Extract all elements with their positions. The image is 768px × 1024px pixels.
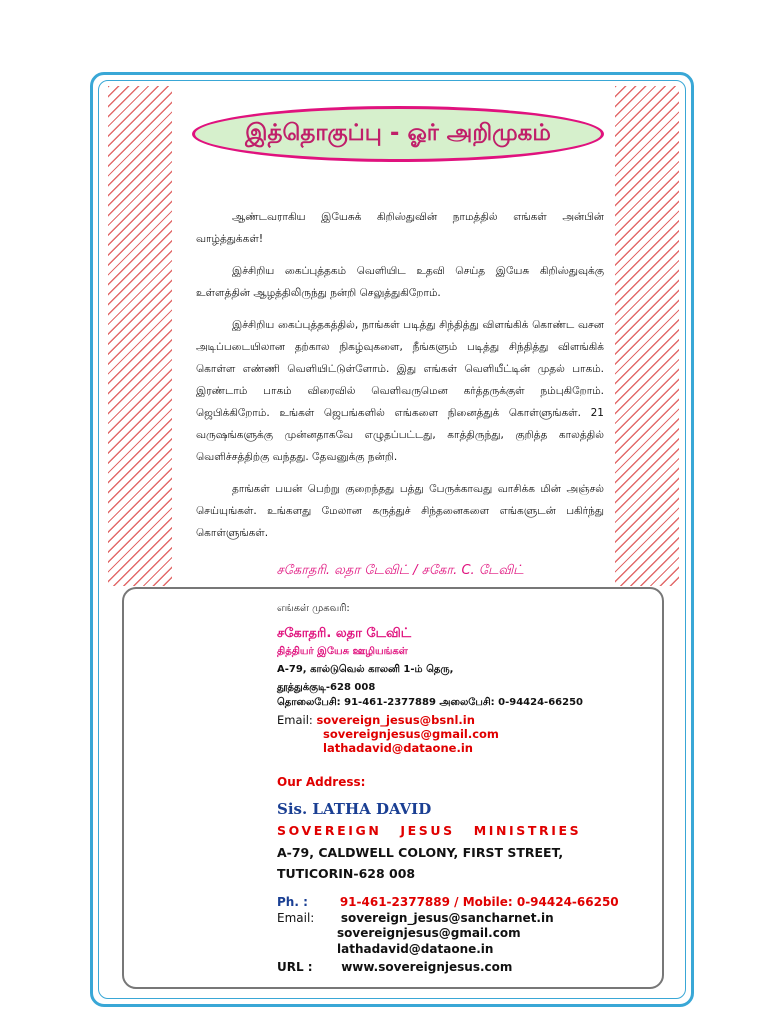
website-link[interactable]: www.sovereignjesus.com xyxy=(341,960,513,974)
tamil-address-label: எங்கள் முகவரி: xyxy=(277,603,350,614)
intro-body xyxy=(196,206,604,554)
english-address-heading: Our Address: xyxy=(277,775,366,789)
paragraph-greeting: ஆண்டவராகிய இயேசுக் கிறிஸ்துவின் நாமத்தில் எங்கள் அன்பின் வாழ்த்துக்கள்! xyxy=(196,211,604,245)
paragraph-thanks: இச்சிறிய கைப்புத்தகம் வெளியிட உதவி செய்த இயேசு கிறிஸ்துவுக்கு உள்ளத்தின் ஆழத்திலிருந்து நன்றி செலுத்துகிறோம். xyxy=(196,265,604,299)
english-email-3[interactable]: lathadavid@dataone.in xyxy=(337,942,494,956)
english-address-line2: TUTICORIN-628 008 xyxy=(277,866,416,881)
tamil-address-line1: A-79, கால்டுவெல் காலனி 1-ம் தெரு, xyxy=(277,664,454,675)
phone-label: Ph. : xyxy=(277,895,308,909)
english-address-line1: A-79, CALDWELL COLONY, FIRST STREET, xyxy=(277,845,564,860)
tamil-email-3[interactable]: lathadavid@dataone.in xyxy=(323,741,473,755)
english-email-2[interactable]: sovereignjesus@gmail.com xyxy=(337,926,521,940)
tamil-address-name: சகோதரி. லதா டேவிட் xyxy=(277,626,412,641)
phone-value: 91-461-2377889 / Mobile: 0-94424-66250 xyxy=(339,895,619,909)
english-address-name: Sis. LATHA DAVID xyxy=(277,800,432,818)
english-address-ministry: SOVEREIGN JESUS MINISTRIES xyxy=(277,823,582,838)
tamil-email-1[interactable]: sovereign_jesus@bsnl.in xyxy=(316,713,475,727)
english-address-email-row xyxy=(277,911,554,925)
english-email-1[interactable]: sovereign_jesus@sancharnet.in xyxy=(340,911,554,925)
page-title: இத்தொகுப்பு - ஓர் அறிமுகம் xyxy=(245,119,551,146)
title-oval xyxy=(192,106,604,162)
tamil-address-email-row xyxy=(277,713,475,727)
hatch-border-right xyxy=(615,86,679,586)
tamil-email-label: Email: xyxy=(277,713,313,727)
tamil-email-2[interactable]: sovereignjesus@gmail.com xyxy=(323,727,499,741)
english-address-phone-row xyxy=(277,895,619,909)
hatch-border-left xyxy=(108,86,172,586)
tamil-address-line2: தூத்துக்குடி-628 008 xyxy=(277,682,376,693)
tamil-address-ministry: தித்தியர் இயேசு ஊழியங்கள் xyxy=(277,646,408,657)
signature: சகோதரி. லதா டேவிட் / சகோ. C. டேவிட் xyxy=(276,563,524,578)
tamil-address-phone: தொலைபேசி: 91-461-2377889 அலைபேசி: 0-94424-66250 xyxy=(277,697,583,708)
paragraph-main: இச்சிறிய கைப்புத்தகத்தில், நாங்கள் படித்து சிந்தித்து விளங்கிக் கொண்ட வசன அடிப்படையிலான தற்கால நிகழ்வுகளை, நீங்களும் படித்து சிந்தித்து விளங்கிக் கொள்ள எண்ணி வெளியிட்டுள்ளோம். இது எங்கள் வெளியீட்டின் முதல் பாகம். இரண்டாம் பாகம் விரைவில் வெளிவருமென கர்த்தருக்குள் நம்புகிறோம். ஜெபிக்கிறோம். உங்கள் ஜெபங்களில் எங்களை நினைத்துக் கொள்ளுங்கள். 21 வருஷங்களுக்கு முன்னதாகவே எழுதப்பட்டது, காத்திருந்து, குறித்த காலத்தில் வெளிச்சத்திற்கு வந்தது. தேவனுக்கு நன்றி. xyxy=(196,319,604,463)
english-email-label: Email: xyxy=(277,911,315,925)
paragraph-request: தாங்கள் பயன் பெற்று குறைந்தது பத்து பேருக்காவது வாசிக்க மின் அஞ்சல் செய்யுங்கள். உங்களது மேலான கருத்துச் சிந்தனைகளை எங்களுடன் பகிர்ந்து கொள்ளுங்கள். xyxy=(196,483,604,539)
english-address-url-row xyxy=(277,960,512,974)
url-label: URL : xyxy=(277,960,313,974)
